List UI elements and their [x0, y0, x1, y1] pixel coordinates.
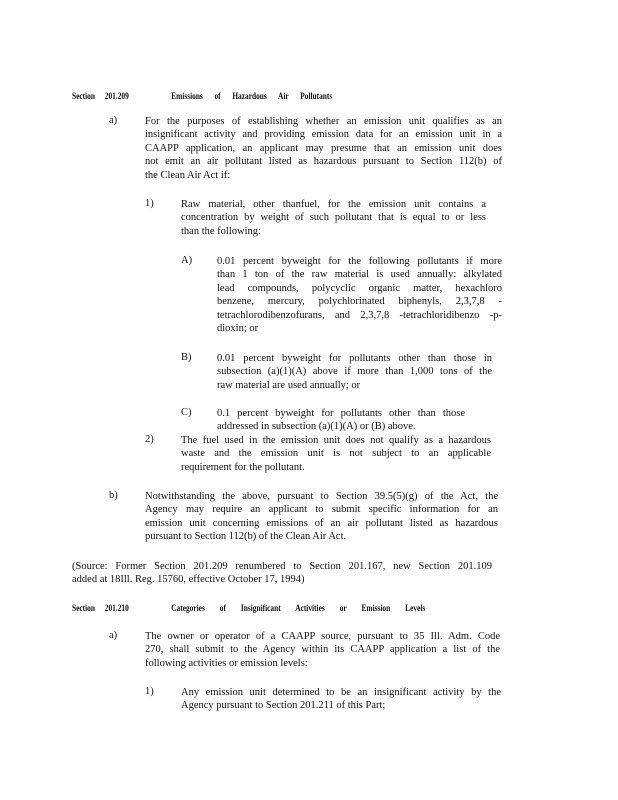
text-line: The owner or operator of a CAAPP source, pursuant to 35 Ill. Adm. Code — [145, 631, 500, 642]
section-word: Section — [72, 603, 95, 613]
text-line: pursuant to Section 112(b) of the Clean Air Act. — [145, 531, 347, 543]
text-line: than the following: — [181, 225, 261, 237]
clause-C-paragraph — [217, 407, 465, 434]
subsection-label: a) — [109, 115, 118, 126]
text-line: insignificant activity and providing emission data for an emission unit in a — [145, 129, 502, 141]
subsection-label: b) — [109, 490, 118, 501]
text-line: 0.01 percent byweight for the following pollutants if more — [217, 256, 502, 267]
clause-B-paragraph — [217, 352, 492, 392]
subsection-a-paragraph — [145, 115, 502, 182]
text-line: added at 18Ill. Reg. 15760, effective October 17, 1994) — [72, 574, 305, 586]
text-line: 0.1 percent byweight for pollutants other than those — [217, 408, 465, 419]
clause-label: A) — [181, 255, 193, 266]
item-2-paragraph — [181, 434, 491, 474]
text-line: concentration by weight of such pollutant that is equal to or less — [181, 212, 486, 224]
text-line: Notwithstanding the above, pursuant to Section 39.5(5)(g) of the Act, the — [145, 491, 498, 502]
text-line: Agency pursuant to Section 201.211 of this Part; — [181, 700, 386, 712]
subsection-a-paragraph — [145, 630, 500, 670]
text-line: than 1 ton of the raw material is used annually: alkylated — [217, 269, 502, 281]
text-line: benzene, mercury, polychlorinated biphenyls, 2,3,7,8 - — [217, 296, 502, 308]
text-line: 270, shall submit to the Agency within its CAAPP application a list of the — [145, 644, 500, 656]
source-note — [72, 560, 492, 587]
item-label: 1) — [145, 198, 154, 209]
text-line: CAAPP application, an applicant may presume that an emission unit does — [145, 142, 502, 154]
subsection-b-paragraph — [145, 490, 498, 544]
clause-label: C) — [181, 407, 192, 418]
text-line: raw material are used annually; or — [217, 379, 361, 391]
text-line: addressed in subsection (a)(1)(A) or (B) above. — [217, 421, 416, 433]
text-line: 0.01 percent byweight for pollutants other than those in — [217, 353, 492, 364]
section-title: Emissions of Hazardous Air Pollutants — [171, 91, 333, 101]
text-line: (Source: Former Section 201.209 renumbered to Section 201.167, new Section 201.109 — [72, 561, 492, 572]
section-title: Categories of Insignificant Activities or Emission Levels — [171, 603, 426, 613]
text-line: requirement for the pollutant. — [181, 461, 305, 473]
item-1-paragraph — [181, 686, 501, 713]
subsection-label: a) — [109, 630, 118, 641]
text-line: the Clean Air Act if: — [145, 169, 231, 181]
text-line: emission unit concerning emissions of an air pollutant listed as hazardous — [145, 517, 498, 529]
text-line: subsection (a)(1)(A) above if more than 1,000 tons of the — [217, 366, 492, 378]
text-line: The fuel used in the emission unit does not qualify as a hazardous — [181, 435, 491, 446]
text-line: following activities or emission levels: — [145, 657, 308, 669]
text-line: For the purposes of establishing whether an emission unit qualifies as an — [145, 116, 502, 127]
text-line: Agency may require an applicant to submit specific information for an — [145, 504, 498, 516]
clause-A-paragraph — [217, 255, 502, 335]
text-line: lead compounds, polycyclic organic matter, hexachloro — [217, 282, 502, 294]
section-heading — [72, 91, 332, 101]
item-label: 2) — [145, 434, 154, 445]
item-1-paragraph — [181, 198, 486, 238]
text-line: Any emission unit determined to be an insignificant activity by the — [181, 687, 501, 698]
text-line: waste and the emission unit is not subject to an applicable — [181, 448, 491, 460]
section-word: Section — [72, 91, 95, 101]
text-line: Raw material, other thanfuel, for the emission unit contains a — [181, 199, 486, 210]
text-line: dioxin; or — [217, 323, 259, 335]
section-number: 201.210 — [104, 603, 129, 613]
clause-label: B) — [181, 352, 192, 363]
section-number: 201.209 — [104, 91, 129, 101]
text-line: not emit an air pollutant listed as hazardous pursuant to Section 112(b) of — [145, 156, 502, 168]
text-line: tetrachlorodibenzofurans, and 2,3,7,8 -tetrachloridibenzo -p- — [217, 309, 502, 321]
item-label: 1) — [145, 686, 154, 697]
section-heading — [72, 603, 425, 613]
